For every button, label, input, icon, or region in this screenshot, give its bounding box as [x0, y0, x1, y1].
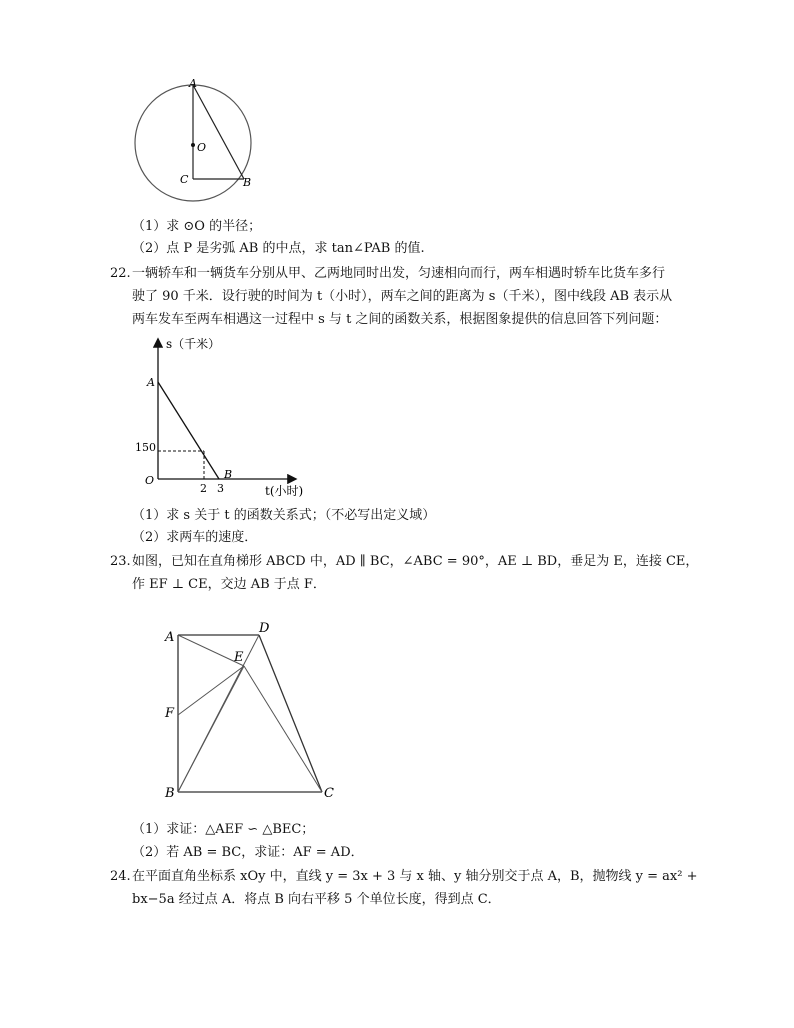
- q22-line1: 一辆轿车和一辆货车分别从甲、乙两地同时出发，匀速相向而行，两车相遇时轿车比货车多行: [132, 266, 666, 281]
- q23-part2: （2）若 AB = BC，求证：AF = AD．: [132, 845, 364, 860]
- segment-ab-graph: [158, 382, 219, 479]
- origin-label: O: [145, 474, 155, 487]
- x-axis-label: t(小时): [265, 484, 304, 498]
- q22-part1: （1）求 s 关于 t 的函数关系式；（不必写出定义域）: [132, 508, 436, 523]
- y-axis-label: s（千米）: [166, 337, 221, 351]
- segment-ab: [193, 85, 244, 179]
- label-a: A: [189, 77, 197, 90]
- label-e: E: [234, 650, 244, 665]
- label-b: B: [165, 786, 175, 801]
- label-a: A: [165, 630, 175, 645]
- point-b-label: B: [224, 468, 233, 481]
- q22-line2: 驶了 90 千米．设行驶的时间为 t（小时），两车之间的距离为 s（千米），图中线段 AB 表示从: [132, 289, 673, 304]
- label-b: B: [243, 176, 252, 189]
- q24-line2: bx−5a 经过点 A．将点 B 向右平移 5 个单位长度，得到点 C．: [132, 892, 501, 907]
- segment-be: [178, 666, 244, 792]
- center-point: [191, 143, 195, 147]
- segment-ce: [244, 666, 322, 792]
- q24-number: 24.: [110, 869, 131, 884]
- segment-ef: [178, 666, 244, 715]
- q23-line1: 如图，已知在直角梯形 ABCD 中，AD ∥ BC，∠ABC = 90°，AE ⊥ BD，垂足为 E，连接 CE，: [132, 554, 699, 569]
- tick-150: 150: [135, 441, 156, 454]
- tick-2: 2: [200, 482, 207, 495]
- q22-number: 22.: [110, 266, 131, 281]
- q21-part2: （2）点 P 是劣弧 AB 的中点，求 tan∠PAB 的值.: [132, 241, 425, 256]
- q22-part2: （2）求两车的速度．: [132, 530, 258, 545]
- side-dc: [259, 635, 322, 792]
- q21-part1: （1）求 ⊙O 的半径；: [132, 219, 262, 234]
- label-c: C: [180, 173, 189, 186]
- circle-figure: [128, 75, 268, 210]
- q23-part1: （1）求证：△AEF ∽ △BEC；: [132, 822, 315, 837]
- label-o: O: [197, 141, 207, 154]
- q24-line1: 在平面直角坐标系 xOy 中，直线 y = 3x + 3 与 x 轴、y 轴分别交于点 A，B，抛物线 y = ax² +: [132, 869, 698, 884]
- label-c: C: [324, 786, 334, 801]
- q23-number: 23.: [110, 554, 131, 569]
- tick-3: 3: [217, 482, 224, 495]
- label-d: D: [259, 621, 270, 636]
- q22-line3: 两车发车至两车相遇这一过程中 s 与 t 之间的函数关系，根据图象提供的信息回答下列问题：: [132, 312, 668, 327]
- trapezoid-figure: [162, 617, 347, 807]
- distance-time-graph: [135, 332, 335, 504]
- point-a-label: A: [147, 376, 155, 389]
- q23-line2: 作 EF ⊥ CE，交边 AB 于点 F．: [132, 577, 326, 592]
- label-f: F: [165, 706, 175, 721]
